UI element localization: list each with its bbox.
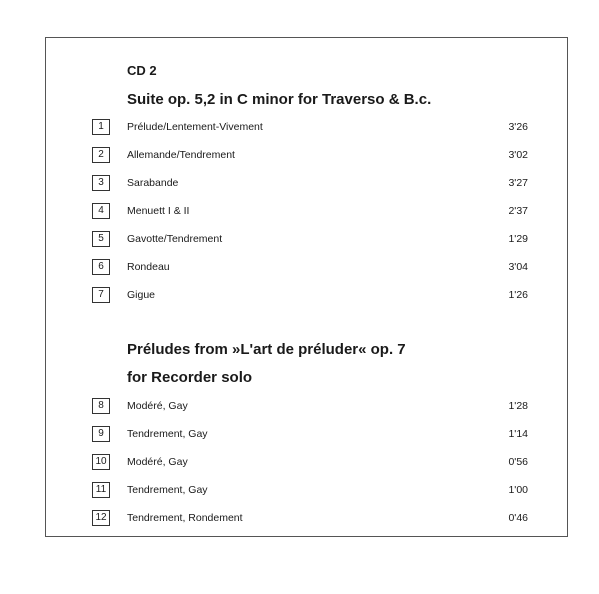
- track-row: [0, 398, 599, 418]
- track-number: 9: [92, 426, 110, 442]
- track-number: 3: [92, 175, 110, 191]
- track-title: Modéré, Gay: [127, 400, 188, 412]
- track-title: Prélude/Lentement-Vivement: [127, 121, 263, 133]
- track-row: [0, 426, 599, 446]
- track-duration: 1'29: [508, 233, 528, 245]
- track-number: 8: [92, 398, 110, 414]
- track-title: Modéré, Gay: [127, 456, 188, 468]
- track-number: 11: [92, 482, 110, 498]
- track-duration: 1'26: [508, 289, 528, 301]
- track-row: [0, 231, 599, 251]
- track-duration: 3'27: [508, 177, 528, 189]
- track-row: [0, 259, 599, 279]
- preludes-subheading: for Recorder solo: [127, 369, 253, 386]
- preludes-heading: Préludes from »L'art de préluder« op. 7: [127, 341, 406, 358]
- track-number: 4: [92, 203, 110, 219]
- track-number: 7: [92, 287, 110, 303]
- track-duration: 1'00: [508, 484, 528, 496]
- track-row: [0, 175, 599, 195]
- track-duration: 1'28: [508, 400, 528, 412]
- track-duration: 2'37: [508, 205, 528, 217]
- track-title: Menuett I & II: [127, 205, 190, 217]
- track-duration: 0'56: [508, 456, 528, 468]
- track-title: Tendrement, Gay: [127, 428, 208, 440]
- track-title: Tendrement, Gay: [127, 484, 208, 496]
- track-row: [0, 119, 599, 139]
- track-duration: 1'14: [508, 428, 528, 440]
- track-title: Rondeau: [127, 261, 170, 273]
- track-number: 1: [92, 119, 110, 135]
- track-number: 12: [92, 510, 110, 526]
- track-row: [0, 287, 599, 307]
- track-title: Sarabande: [127, 177, 179, 189]
- track-row: [0, 482, 599, 502]
- track-title: Tendrement, Rondement: [127, 512, 243, 524]
- track-number: 2: [92, 147, 110, 163]
- suite-heading: Suite op. 5,2 in C minor for Traverso & B.c.: [127, 91, 432, 108]
- cd-label: CD 2: [127, 63, 157, 78]
- track-title: Allemande/Tendrement: [127, 149, 235, 161]
- track-row: [0, 203, 599, 223]
- track-duration: 0'46: [508, 512, 528, 524]
- track-number: 6: [92, 259, 110, 275]
- track-duration: 3'04: [508, 261, 528, 273]
- track-title: Gavotte/Tendrement: [127, 233, 223, 245]
- track-number: 5: [92, 231, 110, 247]
- track-row: [0, 454, 599, 474]
- track-duration: 3'02: [508, 149, 528, 161]
- track-title: Gigue: [127, 289, 156, 301]
- track-number: 10: [92, 454, 110, 470]
- track-row: [0, 510, 599, 530]
- track-duration: 3'26: [508, 121, 528, 133]
- track-row: [0, 147, 599, 167]
